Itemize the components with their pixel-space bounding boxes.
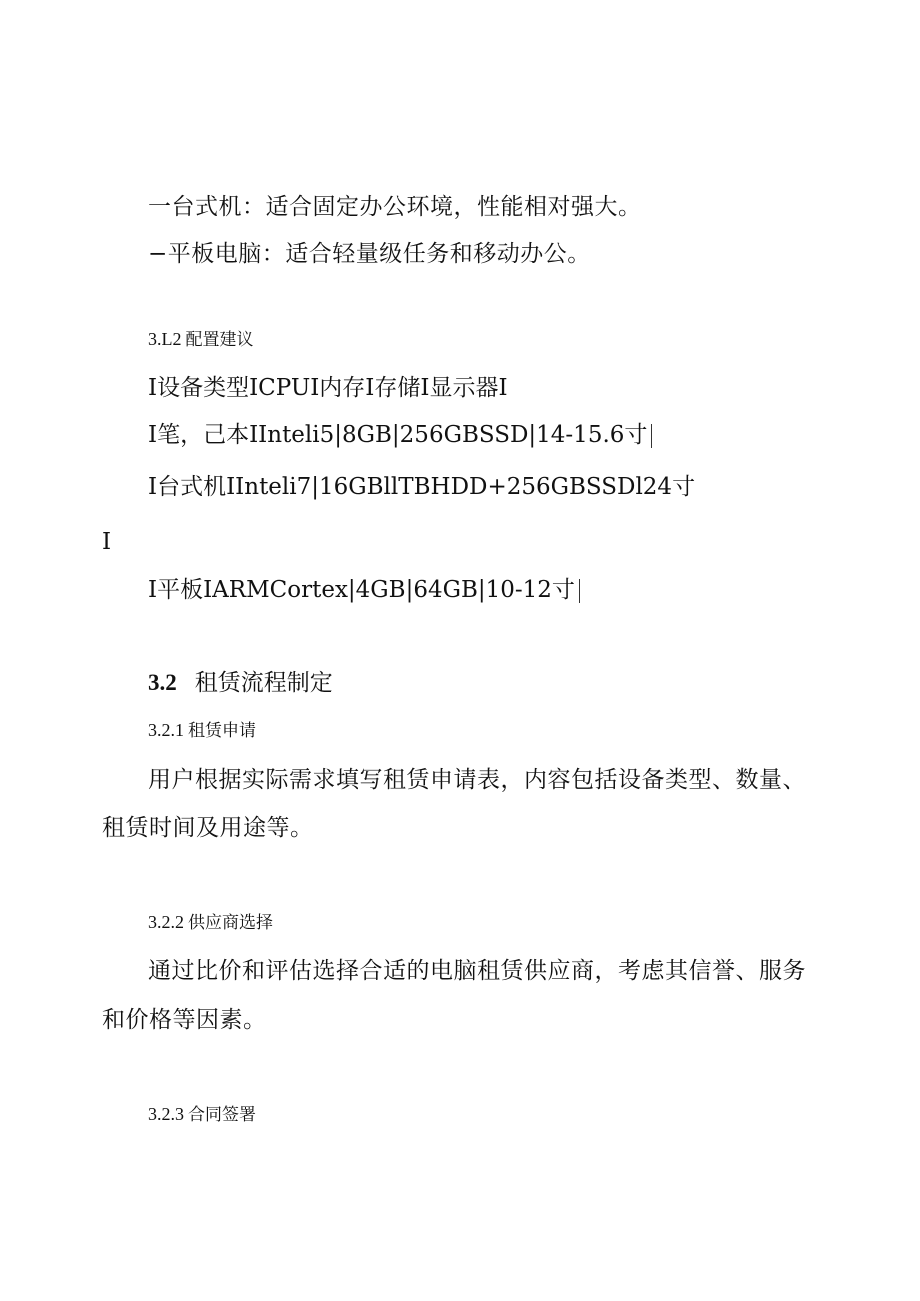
section-heading — [148, 671, 333, 695]
subsection-number: 3.2.3 — [148, 1104, 184, 1124]
subsection-heading-config — [148, 330, 254, 349]
subsection-number: 3.2.1 — [148, 720, 184, 740]
config-table-row-laptop — [148, 424, 652, 448]
subsection-title: 合同签署 — [188, 1105, 256, 1125]
paragraph-application-line1: 用户根据实际需求填写租赁申请表，内容包括设备类型、数量、 — [148, 767, 806, 793]
config-row-text: I笔，己本IInteli5|8GB|256GBSSD|14-15.6寸 — [148, 422, 648, 448]
config-table-header: I设备类型ICPUI内存I存储I显示器I — [148, 375, 508, 401]
subsection-heading-application — [148, 721, 256, 740]
paragraph-supplier-line1: 通过比价和评估选择合适的电脑租赁供应商，考虑其信誉、服务 — [148, 958, 806, 984]
subsection-title: 租赁申请 — [188, 721, 256, 741]
subsection-heading-contract — [148, 1105, 256, 1124]
paragraph-supplier-line2: 和价格等因素。 — [102, 1007, 267, 1033]
bullet-tablet: −平板电脑：适合轻量级任务和移动办公。 — [148, 241, 591, 267]
table-border-mark — [651, 424, 652, 448]
subsection-heading-supplier — [148, 913, 273, 932]
config-table-row-tablet — [148, 579, 580, 603]
subsection-number: 3.2.2 — [148, 912, 184, 932]
subsection-title: 供应商选择 — [188, 913, 273, 933]
table-border-mark — [579, 579, 580, 603]
config-table-row-stray: I — [102, 529, 112, 555]
subsection-number: 3.L2 — [148, 329, 182, 349]
subsection-title: 配置建议 — [185, 330, 254, 350]
section-title: 租赁流程制定 — [194, 670, 333, 696]
config-table-row-desktop: I台式机IInteli7|16GBllTBHDD+256GBSSDl24寸 — [148, 474, 696, 500]
section-number: 3.2 — [148, 670, 177, 695]
paragraph-application-line2: 租赁时间及用途等。 — [102, 815, 314, 841]
bullet-desktop: 一台式机：适合固定办公环境，性能相对强大。 — [148, 194, 642, 220]
config-row-text: I平板IARMCortex|4GB|64GB|10-12寸 — [148, 577, 575, 603]
